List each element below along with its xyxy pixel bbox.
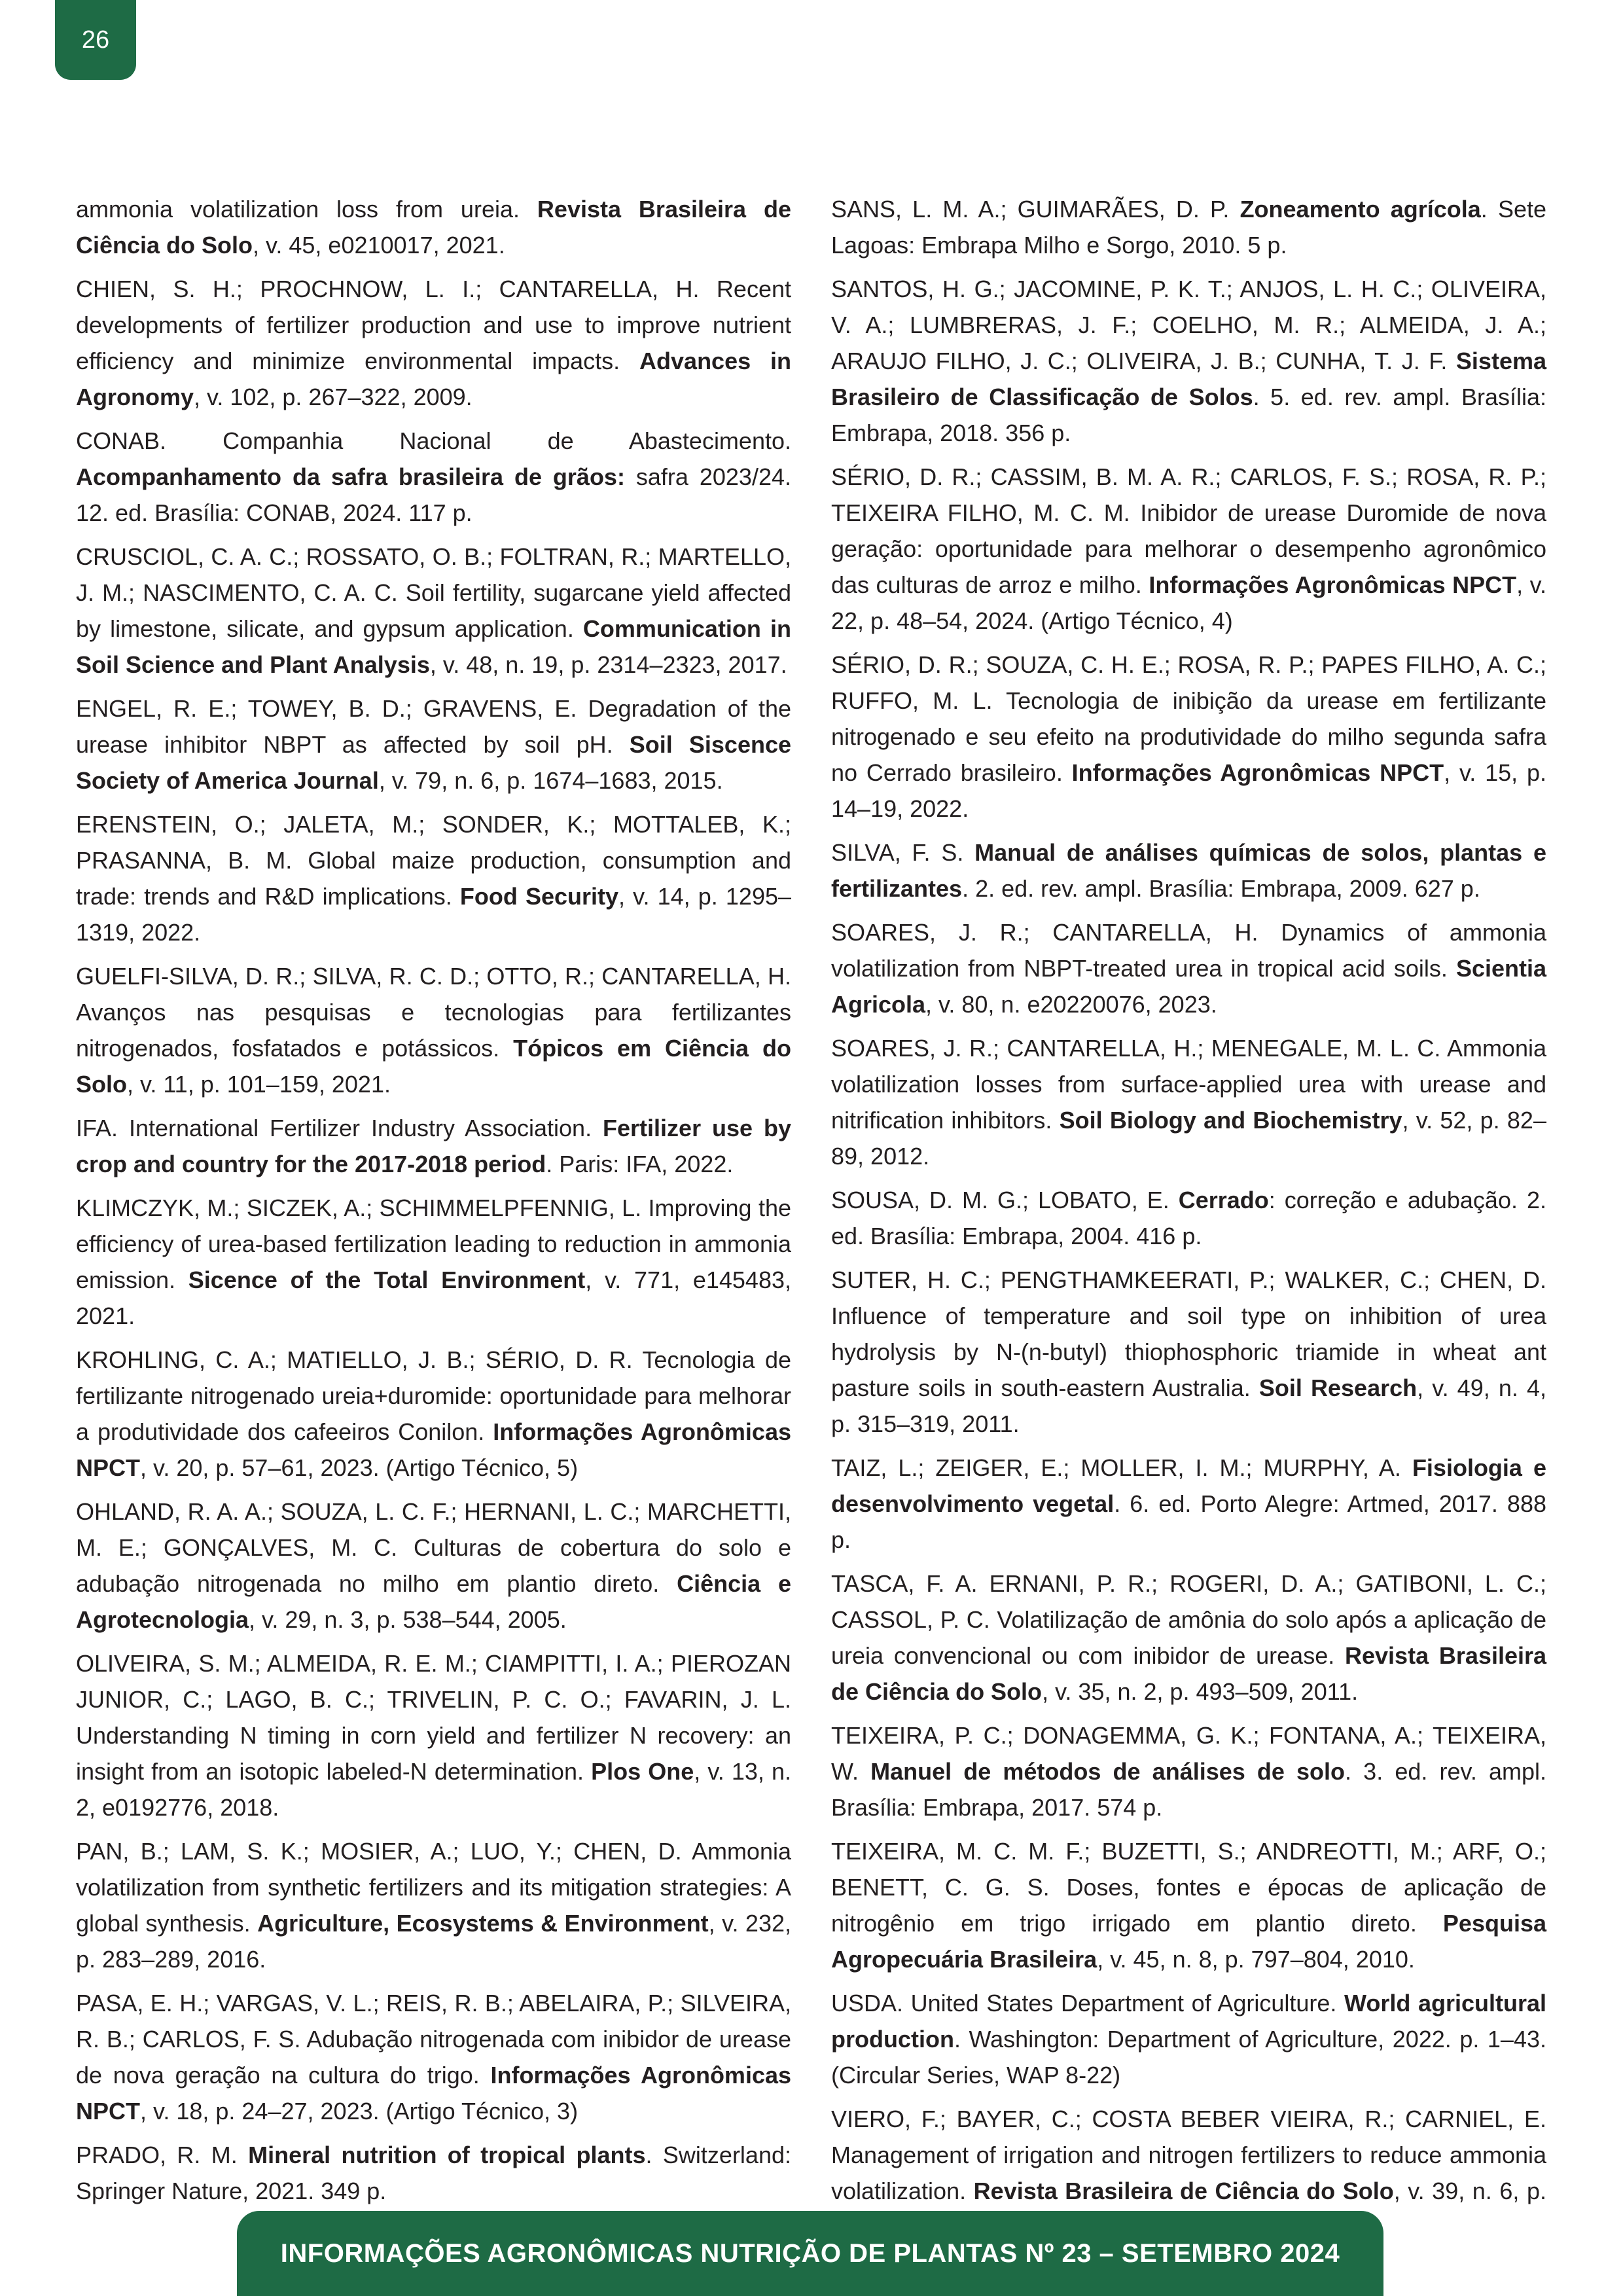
reference-authors: SÉRIO, D. R.; CASSIM, B. M. A. R.; CARLOS, F. S.; ROSA, R. P.; TEIXEIRA FILHO, M. C. M. Inibidor de urease Duromide de nova geração: oportunidade para melhorar o desempenho agronômico das culturas de arroz e milho. <box>831 463 1546 598</box>
reference-authors: USDA. United States Department of Agriculture. <box>831 1990 1345 2017</box>
reference-details: . Washington: Department of Agriculture, 2022. p. 1–43. (Circular Series, WAP 8-22) <box>831 2026 1546 2089</box>
reference-authors: VIERO, F.; BAYER, C.; COSTA BEBER VIEIRA, R.; CARNIEL, E. Management of irrigation and nitrogen fertilizers to reduce ammonia volatilization. <box>831 2106 1546 2204</box>
reference-details: . 3. ed. rev. ampl. Brasília: Embrapa, 2017. 574 p. <box>831 1758 1546 1821</box>
reference-authors: KLIMCZYK, M.; SICZEK, A.; SCHIMMELPFENNIG, L. Improving the efficiency of urea-based fertilization leading to reduction in ammonia emission. <box>76 1194 791 1293</box>
reference-entry <box>831 1566 1546 1710</box>
reference-source-title: Revista Brasileira de Ciência do Solo <box>76 196 791 259</box>
reference-entry <box>76 1190 791 1334</box>
reference-authors: ammonia volatilization loss from ureia. <box>76 196 537 223</box>
reference-entry <box>76 2137 791 2209</box>
reference-details: , v. 48, n. 19, p. 2314–2323, 2017. <box>429 651 787 678</box>
reference-authors: TASCA, F. A. ERNANI, P. R.; ROGERI, D. A.; GATIBONI, L. C.; CASSOL, P. C. Volatilização de amônia do solo após a aplicação de ureia convencional ou com inibidor de urease. <box>831 1570 1546 1669</box>
reference-authors: PRADO, R. M. <box>76 2142 249 2168</box>
reference-entry <box>831 914 1546 1022</box>
reference-source-title: Cerrado <box>1178 1187 1269 1213</box>
reference-authors: TAIZ, L.; ZEIGER, E.; MOLLER, I. M.; MURPHY, A. <box>831 1454 1412 1481</box>
reference-details: , v. 45, e0210017, 2021. <box>253 232 505 259</box>
reference-details: , v. 80, n. e20220076, 2023. <box>925 991 1217 1018</box>
reference-authors: SOUSA, D. M. G.; LOBATO, E. <box>831 1187 1179 1213</box>
reference-entry <box>831 191 1546 263</box>
reference-source-title: Sistema Brasileiro de Classificação de Solos <box>831 348 1546 410</box>
reference-source-title: Communication in Soil Science and Plant Analysis <box>76 615 791 678</box>
reference-entry <box>831 1262 1546 1442</box>
reference-details: . 6. ed. Porto Alegre: Artmed, 2017. 888 p. <box>831 1490 1546 1553</box>
page-number: 26 <box>55 0 136 80</box>
reference-details: , v. 52, p. 82–89, 2012. <box>831 1107 1546 1170</box>
reference-source-title: Revista Brasileira de Ciência do Solo <box>831 1642 1546 1705</box>
reference-authors: CHIEN, S. H.; PROCHNOW, L. I.; CANTARELLA, H. Recent developments of fertilizer production and use to improve nutrient efficiency and minimize environmental impacts. <box>76 276 791 374</box>
reference-source-title: Fertilizer use by crop and country for the 2017-2018 period <box>76 1115 791 1177</box>
reference-source-title: Mineral nutrition of tropical plants <box>248 2142 646 2168</box>
reference-entry <box>76 1985 791 2129</box>
reference-details: . 2. ed. rev. ampl. Brasília: Embrapa, 2009. 627 p. <box>962 875 1480 902</box>
reference-entry <box>76 1342 791 1486</box>
reference-authors: TEIXEIRA, P. C.; DONAGEMMA, G. K.; FONTANA, A.; TEIXEIRA, W. <box>831 1722 1546 1785</box>
reference-source-title: Agriculture, Ecosystems & Environment <box>257 1910 709 1937</box>
reference-source-title: Scientia Agricola <box>831 955 1546 1018</box>
reference-details: , v. 39, n. 6, p. <box>1393 2178 1546 2204</box>
reference-entry <box>831 1717 1546 1825</box>
reference-details: safra 2023/24. 12. ed. Brasília: CONAB, 2024. 117 p. <box>76 463 791 526</box>
reference-details: , v. 771, e145483, 2021. <box>76 1266 791 1329</box>
reference-authors: TEIXEIRA, M. C. M. F.; BUZETTI, S.; ANDREOTTI, M.; ARF, O.; BENETT, C. G. S. Doses, fontes e épocas de aplicação de nitrogênio em trigo irrigado em plantio direto. <box>831 1838 1546 1937</box>
reference-details: , v. 102, p. 267–322, 2009. <box>194 384 473 410</box>
reference-source-title: Plos One <box>591 1758 694 1785</box>
reference-details: . Paris: IFA, 2022. <box>546 1151 734 1177</box>
reference-source-title: Informações Agronômicas NPCT <box>76 1418 791 1481</box>
reference-details: . 5. ed. rev. ampl. Brasília: Embrapa, 2018. 356 p. <box>831 384 1546 446</box>
reference-entry <box>831 834 1546 906</box>
reference-entry <box>831 1030 1546 1174</box>
reference-authors: SANS, L. M. A.; GUIMARÃES, D. P. <box>831 196 1240 223</box>
reference-source-title: Tópicos em Ciência do Solo <box>76 1035 791 1098</box>
reference-authors: CRUSCIOL, C. A. C.; ROSSATO, O. B.; FOLTRAN, R.; MARTELLO, J. M.; NASCIMENTO, C. A. C. Soil fertility, sugarcane yield affected by limestone, silicate, and gypsum application. <box>76 543 791 642</box>
reference-entry <box>76 1645 791 1825</box>
reference-entry <box>76 691 791 798</box>
reference-source-title: Pesquisa Agropecuária Brasileira <box>831 1910 1546 1973</box>
reference-source-title: Soil Siscence Society of America Journal <box>76 731 791 794</box>
reference-authors: PASA, E. H.; VARGAS, V. L.; REIS, R. B.; ABELAIRA, P.; SILVEIRA, R. B.; CARLOS, F. S. Adubação nitrogenada com inibidor de urease de nova geração na cultura do trigo. <box>76 1990 791 2089</box>
reference-entry <box>76 1494 791 1638</box>
reference-authors: SANTOS, H. G.; JACOMINE, P. K. T.; ANJOS, L. H. C.; OLIVEIRA, V. A.; LUMBRERAS, J. F.; COELHO, M. R.; ALMEIDA, J. A.; ARAUJO FILHO, J. C.; OLIVEIRA, J. B.; CUNHA, T. J. F. <box>831 276 1546 374</box>
reference-entry <box>76 539 791 683</box>
reference-authors: SÉRIO, D. R.; SOUZA, C. H. E.; ROSA, R. P.; PAPES FILHO, A. C.; RUFFO, M. L. Tecnologia de inibição da urease em fertilizante nitrogenado e seu efeito na produtividade do milho segunda safra no Cerrado brasileiro. <box>831 651 1546 786</box>
reference-details: . Sete Lagoas: Embrapa Milho e Sorgo, 2010. 5 p. <box>831 196 1547 259</box>
reference-details: , v. 18, p. 24–27, 2023. (Artigo Técnico, 3) <box>140 2098 579 2125</box>
reference-authors: KROHLING, C. A.; MATIELLO, J. B.; SÉRIO, D. R. Tecnologia de fertilizante nitrogenado ureia+duromide: oportunidade para melhorar a produtividade dos cafeeiros Conilon. <box>76 1346 791 1445</box>
reference-source-title: World agricultural production <box>831 1990 1546 2053</box>
reference-details: , v. 20, p. 57–61, 2023. (Artigo Técnico, 5) <box>140 1454 579 1481</box>
reference-details: , v. 49, n. 4, p. 315–319, 2011. <box>831 1374 1546 1437</box>
reference-authors: OLIVEIRA, S. M.; ALMEIDA, R. E. M.; CIAMPITTI, I. A.; PIEROZAN JUNIOR, C.; LAGO, B. C.; TRIVELIN, P. C. O.; FAVARIN, J. L. Understanding N timing in corn yield and fertilizer N recovery: an insight from an isotopic labeled-N determination. <box>76 1650 791 1785</box>
reference-source-title: Manual de análises químicas de solos, plantas e fertilizantes <box>831 839 1546 902</box>
reference-entry <box>76 423 791 531</box>
reference-source-title: Revista Brasileira de Ciência do Solo <box>973 2178 1394 2204</box>
reference-entry <box>76 806 791 950</box>
reference-authors: SILVA, F. S. <box>831 839 975 866</box>
reference-source-title: Ciência e Agrotecnologia <box>76 1570 791 1633</box>
reference-entry <box>831 1985 1546 2093</box>
reference-details: , v. 14, p. 1295–1319, 2022. <box>76 883 792 946</box>
reference-entry <box>831 1182 1546 1254</box>
reference-entry <box>831 1450 1546 1558</box>
reference-authors: SOARES, J. R.; CANTARELLA, H. Dynamics of ammonia volatilization from NBPT-treated urea in tropical acid soils. <box>831 919 1546 982</box>
footer-text: INFORMAÇÕES AGRONÔMICAS NUTRIÇÃO DE PLANTAS Nº 23 – SETEMBRO 2024 <box>280 2238 1340 2268</box>
reference-entry <box>76 958 791 1102</box>
reference-source-title: Acompanhamento da safra brasileira de grãos: <box>76 463 625 490</box>
reference-details: , v. 79, n. 6, p. 1674–1683, 2015. <box>378 767 723 794</box>
reference-source-title: Advances in Agronomy <box>76 348 791 410</box>
reference-authors: IFA. International Fertilizer Industry Association. <box>76 1115 603 1141</box>
footer-banner <box>237 2211 1383 2296</box>
reference-details: : correção e adubação. 2. ed. Brasília: Embrapa, 2004. 416 p. <box>831 1187 1546 1249</box>
reference-entry <box>76 191 791 263</box>
reference-source-title: Informações Agronômicas NPCT <box>76 2062 792 2125</box>
reference-details: , v. 45, n. 8, p. 797–804, 2010. <box>1097 1946 1415 1973</box>
reference-authors: CONAB. Companhia Nacional de Abastecimento. <box>76 427 791 454</box>
reference-source-title: Soil Research <box>1258 1374 1418 1401</box>
reference-entry <box>76 1110 791 1182</box>
reference-authors: GUELFI-SILVA, D. R.; SILVA, R. C. D.; OTTO, R.; CANTARELLA, H. Avanços nas pesquisas e tecnologias para fertilizantes nitrogenados, fosfatados e potássicos. <box>76 963 791 1062</box>
reference-source-title: Zoneamento agrícola <box>1240 196 1481 223</box>
reference-authors: ERENSTEIN, O.; JALETA, M.; SONDER, K.; MOTTALEB, K.; PRASANNA, B. M. Global maize production, consumption and trade: trends and R&D implications. <box>76 811 791 910</box>
reference-source-title: Informações Agronômicas NPCT <box>1149 571 1517 598</box>
references-left-column <box>76 191 791 2217</box>
reference-source-title: Informações Agronômicas NPCT <box>1071 759 1444 786</box>
reference-authors: ENGEL, R. E.; TOWEY, B. D.; GRAVENS, E. Degradation of the urease inhibitor NBPT as affected by soil pH. <box>76 695 791 758</box>
reference-details: , v. 232, p. 283–289, 2016. <box>76 1910 792 1973</box>
reference-entry <box>831 647 1546 827</box>
reference-entry <box>76 271 791 415</box>
reference-authors: OHLAND, R. A. A.; SOUZA, L. C. F.; HERNANI, L. C.; MARCHETTI, M. E.; GONÇALVES, M. C. Culturas de cobertura do solo e adubação nitrogenada no milho em plantio direto. <box>76 1498 791 1597</box>
reference-entry <box>831 271 1546 451</box>
reference-source-title: Sicence of the Total Environment <box>188 1266 586 1293</box>
reference-source-title: Fisiologia e desenvolvimento vegetal <box>831 1454 1546 1517</box>
reference-details: , v. 29, n. 3, p. 538–544, 2005. <box>249 1606 567 1633</box>
reference-details: . Switzerland: Springer Nature, 2021. 349 p. <box>76 2142 791 2204</box>
reference-entry <box>76 1833 791 1977</box>
reference-details: , v. 15, p. 14–19, 2022. <box>831 759 1547 822</box>
references-right-column <box>831 191 1546 2253</box>
reference-entry <box>831 1833 1546 1977</box>
reference-authors: SOARES, J. R.; CANTARELLA, H.; MENEGALE, M. L. C. Ammonia volatilization losses from surface-applied urea with urease and nitrification inhibitors. <box>831 1035 1546 1134</box>
reference-authors: PAN, B.; LAM, S. K.; MOSIER, A.; LUO, Y.; CHEN, D. Ammonia volatilization from synthetic fertilizers and its mitigation strategies: A global synthesis. <box>76 1838 791 1937</box>
reference-authors: SUTER, H. C.; PENGTHAMKEERATI, P.; WALKER, C.; CHEN, D. Influence of temperature and soil type on inhibition of urea hydrolysis by N-(n-butyl) thiophosphoric triamide in wheat ant pasture soils in south-eastern Australia. <box>831 1266 1546 1401</box>
reference-details: , v. 13, n. 2, e0192776, 2018. <box>76 1758 791 1821</box>
reference-source-title: Food Security <box>459 883 619 910</box>
reference-source-title: Soil Biology and Biochemistry <box>1059 1107 1402 1134</box>
reference-details: , v. 35, n. 2, p. 493–509, 2011. <box>1042 1678 1359 1705</box>
reference-details: , v. 11, p. 101–159, 2021. <box>127 1071 391 1098</box>
reference-entry <box>831 459 1546 639</box>
reference-source-title: Manuel de métodos de análises de solo <box>870 1758 1346 1785</box>
reference-details: , v. 22, p. 48–54, 2024. (Artigo Técnico, 4) <box>831 571 1546 634</box>
